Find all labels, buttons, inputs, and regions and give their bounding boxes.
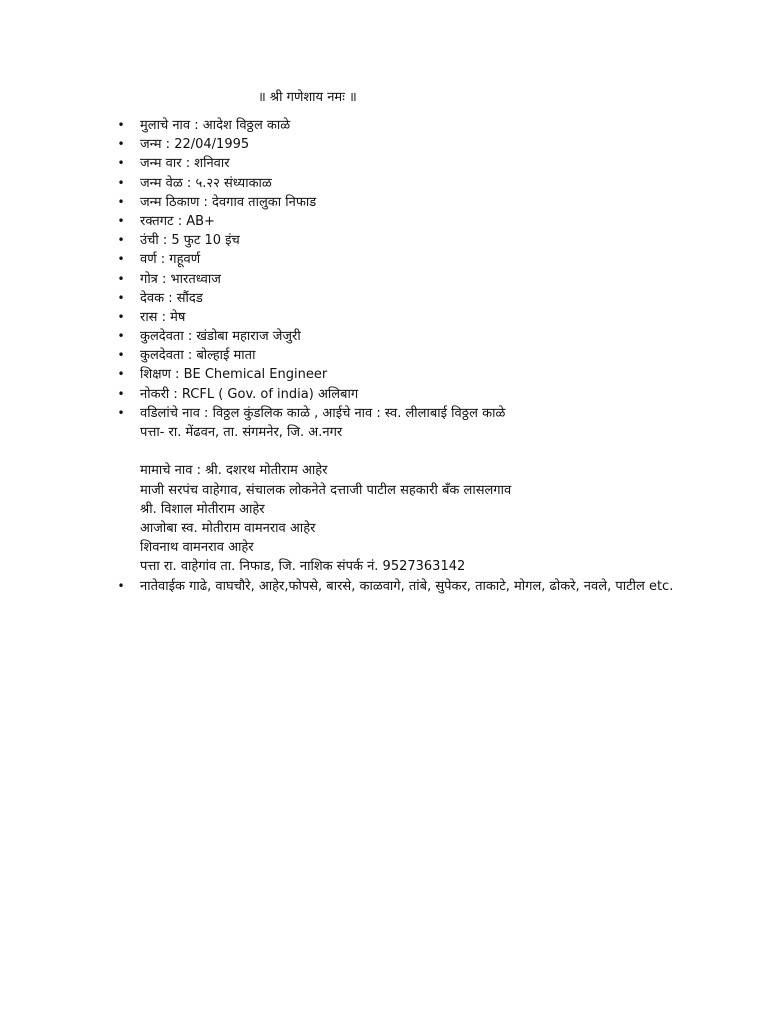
maternal-line: पत्ता रा. वाहेगांव ता. निफाड, जि. नाशिक संपर्क नं. 9527363142 bbox=[140, 559, 466, 575]
list-item bbox=[117, 404, 740, 423]
list-item-text: नातेवाईक गाढे, वाघचौरे, आहेर,फोपसे, बारसे, काळवागे, तांबे, सुपेकर, ताकाटे, मोगल, ढोकरे, नवले, पाटील etc. bbox=[140, 578, 674, 594]
maternal-line: आजोबा स्व. मोतीराम वामनराव आहेर bbox=[140, 520, 316, 536]
biodata-content bbox=[117, 116, 740, 596]
list-item bbox=[117, 231, 740, 250]
list-item bbox=[117, 289, 740, 308]
bullet-icon: • bbox=[117, 252, 125, 267]
maternal-line: मामाचे नाव : श्री. दशरथ मोतीराम आहेर bbox=[140, 463, 328, 479]
bullet-icon: • bbox=[117, 175, 125, 190]
list-item bbox=[117, 270, 740, 289]
bullet-icon: • bbox=[117, 405, 125, 420]
list-item-text: जन्म वार : शनिवार bbox=[140, 156, 230, 172]
list-item-relatives bbox=[117, 577, 700, 596]
list-item-text: कुलदेवता : खंडोबा महाराज जेजुरी bbox=[140, 329, 301, 345]
list-item-text: उंची : 5 फुट 10 इंच bbox=[140, 233, 240, 249]
list-item bbox=[117, 346, 740, 365]
list-item bbox=[117, 327, 740, 346]
bullet-icon: • bbox=[117, 213, 125, 228]
address-line: पत्ता- रा. मेंढवन, ता. संगमनेर, जि. अ.नगर bbox=[140, 425, 343, 440]
bullet-icon: • bbox=[117, 118, 125, 132]
bullet-icon: • bbox=[117, 367, 125, 382]
bullet-icon: • bbox=[117, 271, 125, 286]
list-item bbox=[117, 250, 740, 269]
list-item-text: नोकरी : RCFL ( Gov. of india) अलिबाग bbox=[140, 386, 359, 402]
list-item-text: रक्तगट : AB+ bbox=[140, 213, 215, 229]
maternal-line: श्री. विशाल मोतीराम आहेर bbox=[140, 501, 265, 517]
bullet-icon: • bbox=[117, 194, 125, 209]
maternal-line: शिवनाथ वामनराव आहेर bbox=[140, 540, 254, 556]
bullet-icon: • bbox=[117, 386, 125, 401]
list-item-text: वडिलांचे नाव : विठ्ठल कुंडलिक काळे , आईचे नाव : स्व. लीलाबाई विठ्ठल काळे bbox=[140, 405, 506, 421]
spacer bbox=[140, 442, 740, 461]
list-item-text: रास : मेष bbox=[140, 309, 186, 325]
list-item-text: कुलदेवता : बोल्हाई माता bbox=[140, 348, 256, 364]
bullet-icon: • bbox=[117, 348, 125, 363]
list-item bbox=[117, 212, 740, 231]
list-item bbox=[117, 193, 740, 212]
list-item-text: शिक्षण : BE Chemical Engineer bbox=[140, 367, 328, 383]
list-item-text: देवक : सौंदड bbox=[140, 290, 203, 306]
list-item bbox=[117, 365, 740, 384]
list-item bbox=[117, 308, 740, 327]
document-heading: ॥ श्री गणेशाय नमः ॥ bbox=[258, 90, 357, 105]
bullet-icon: • bbox=[117, 578, 125, 593]
list-item bbox=[117, 154, 740, 173]
bullet-icon: • bbox=[117, 309, 125, 324]
list-item-text: गोत्र : भारतध्वाज bbox=[140, 271, 221, 287]
bullet-icon: • bbox=[117, 290, 125, 305]
list-item bbox=[117, 174, 740, 193]
maternal-line: माजी सरपंच वाहेगाव, संचालक लोकनेते दत्ताजी पाटील सहकारी बँक लासलगाव bbox=[140, 482, 512, 498]
list-item-text: जन्म ठिकाण : देवगाव तालुका निफाड bbox=[140, 194, 317, 210]
list-item-text: जन्म : 22/04/1995 bbox=[140, 137, 250, 153]
bullet-icon: • bbox=[117, 137, 125, 152]
bullet-icon: • bbox=[117, 329, 125, 344]
list-item-text: मुलाचे नाव : आदेश विठ्ठल काळे bbox=[140, 118, 291, 133]
bullet-icon: • bbox=[117, 233, 125, 248]
list-item bbox=[117, 135, 740, 154]
list-item-text: वर्ण : गहूवर्ण bbox=[140, 252, 201, 268]
list-item bbox=[117, 385, 740, 404]
list-item-text: जन्म वेळ : ५.२२ संध्याकाळ bbox=[140, 175, 272, 191]
bullet-icon: • bbox=[117, 156, 125, 171]
list-item bbox=[117, 116, 740, 135]
